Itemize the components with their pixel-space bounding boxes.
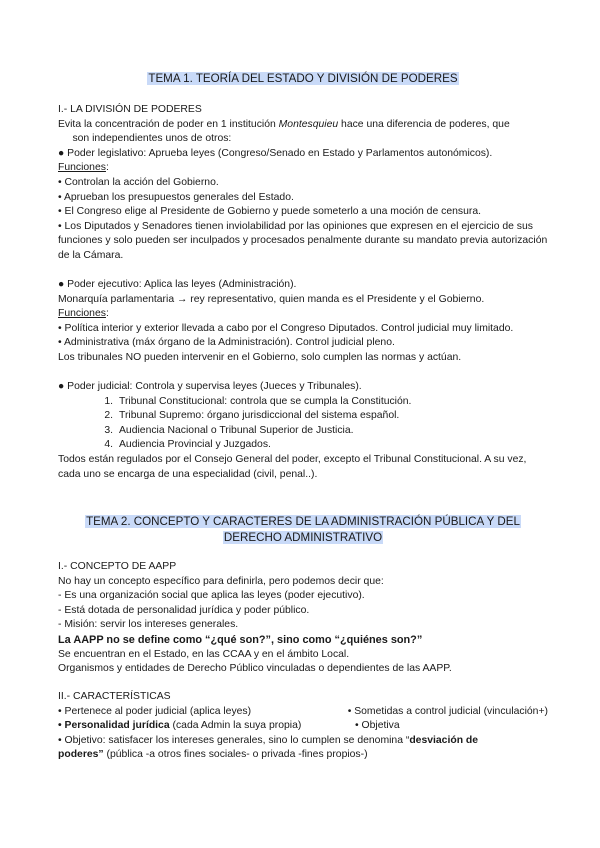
- tema2-title-line-2: [58, 530, 548, 546]
- organismos-line: Organismos y entidades de Derecho Público vinculadas o dependientes de las AAPP.: [58, 663, 452, 675]
- objetivo-text-a: • Objetivo: satisfacer los intereses generales, sino lo cumplen se denomina “: [58, 734, 410, 746]
- section-heading-caracteristicas: II.- CARACTERÍSTICAS: [58, 691, 171, 702]
- caracteristicas-block: [58, 690, 548, 763]
- leg-item: • Aprueban los presupuestos generales del Estado.: [58, 191, 294, 203]
- list-number: 1.: [104, 395, 113, 407]
- leg-item: • Los Diputados y Senadores tienen inviolabilidad por las opiniones que expresen en el ejercicio de sus funciones y solo pueden ser inculpados y procesados penalmente durante su mandato previa autorización de la Cámara.: [58, 220, 548, 261]
- list-text: Tribunal Constitucional: controla que se cumpla la Constitución.: [119, 395, 412, 407]
- leg-item: • El Congreso elige al Presidente de Gobierno y puede someterlo a una moción de censura.: [58, 206, 481, 218]
- caracteristica-item: • Objetiva: [355, 720, 400, 732]
- judicial-list-item: [91, 395, 548, 410]
- list-number: 3.: [104, 424, 113, 436]
- monarquia-line: Monarquía parlamentaria → rey representativo, quien manda es el Presidente y el Gobierno.: [58, 293, 485, 305]
- funciones-label-text: Funciones: [58, 308, 106, 320]
- intro-text-c: son independientes unos de otros:: [72, 133, 232, 145]
- ej-item: • Política interior y exterior llevada a cabo por el Congreso Diputados. Control judicial muy limitado.: [58, 322, 514, 334]
- tema2-title-line2-text: DERECHO ADMINISTRATIVO: [223, 530, 383, 544]
- list-number: 2.: [104, 410, 113, 422]
- ej-item: • Administrativa (máx órgano de la Administración). Control judicial pleno.: [58, 337, 395, 349]
- funciones-colon: :: [105, 162, 109, 174]
- caracteristica-bold: • Personalidad jurídica: [58, 720, 170, 732]
- intro-line-1: [58, 118, 548, 133]
- bold-statement: La AAPP no se define como “¿qué son?”, sino como “¿quiénes son?”: [58, 633, 423, 646]
- section-heading-division: I.- LA DIVISIÓN DE PODERES: [58, 104, 202, 115]
- concepto-item: - Está dotada de personalidad jurídica y poder público.: [58, 604, 310, 616]
- tema2-title-line-1: [58, 514, 548, 530]
- tribunales-note: Los tribunales NO pueden intervenir en el Gobierno, solo cumplen las normas y actúan.: [58, 351, 462, 363]
- cgpj-note: Todos están regulados por el Consejo General del poder, excepto el Tribunal Constitucional. A su vez, cada uno se encarga de una especialidad (civil, penal..).: [58, 453, 527, 480]
- encuentran-line: Se encuentran en el Estado, en las CCAA y en el ámbito Local.: [58, 648, 350, 660]
- intro-text-a: Evita la concentración de poder en 1 institución: [58, 118, 279, 130]
- tema1-body: [58, 103, 548, 264]
- objetivo-text-b: (pública -a otros fines sociales- o privada -fines propios-): [103, 749, 368, 761]
- intro-author: Montesquieu: [278, 118, 339, 130]
- objetivo-bold-1: desviación de: [409, 734, 479, 746]
- caracteristica-item: [58, 719, 355, 734]
- tema1-title: [58, 71, 548, 86]
- caracteristica-item: • Sometidas a control judicial (vinculación+): [347, 705, 548, 717]
- concepto-item: - Es una organización social que aplica las leyes (poder ejecutivo).: [58, 590, 365, 602]
- caracteristicas-row-1: [58, 705, 548, 720]
- caracteristica-rest: (cada Admin la suya propia): [169, 720, 302, 732]
- list-number: 4.: [104, 439, 113, 451]
- concepto-item: - Misión: servir los intereses generales.: [58, 619, 239, 631]
- ejecutivo-block: [58, 278, 548, 366]
- funciones-label-text: Funciones: [58, 162, 106, 174]
- caracteristicas-row-2: [58, 719, 548, 734]
- list-text: Tribunal Supremo: órgano jurisdiccional del sistema español.: [119, 410, 400, 422]
- judicial-list-item: [91, 424, 548, 439]
- objetivo-bold-2: poderes”: [58, 749, 104, 761]
- objetivo-line-2: [58, 748, 548, 763]
- tema2-title-line1-text: TEMA 2. CONCEPTO Y CARACTERES DE LA ADMINISTRACIÓN PÚBLICA Y DEL: [86, 515, 520, 528]
- concepto-intro: No hay un concepto específico para definirla, pero podemos decir que:: [58, 575, 384, 587]
- funciones-colon: :: [105, 308, 109, 320]
- judicial-list-item: [91, 409, 548, 424]
- ejecutivo-line: ● Poder ejecutivo: Aplica las leyes (Administración).: [58, 279, 297, 290]
- judicial-list: [58, 395, 548, 453]
- funciones-label-ej: [58, 307, 548, 322]
- judicial-block: [58, 380, 548, 482]
- tema2-title: [58, 514, 548, 545]
- caracteristica-item: • Pertenece al poder judicial (aplica leyes): [58, 705, 252, 717]
- list-text: Audiencia Nacional o Tribunal Superior de Justicia.: [119, 424, 354, 436]
- intro-line-2: [58, 132, 548, 147]
- funciones-label-leg: [58, 161, 548, 176]
- tema1-title-text: TEMA 1. TEORÍA DEL ESTADO Y DIVISIÓN DE PODERES: [148, 72, 458, 85]
- concepto-block: [58, 560, 548, 677]
- objetivo-line-1: [58, 734, 548, 749]
- section-heading-concepto: I.- CONCEPTO DE AAPP: [58, 561, 177, 572]
- judicial-line: ● Poder judicial: Controla y supervisa leyes (Jueces y Tribunales).: [58, 381, 362, 392]
- leg-item: • Controlan la acción del Gobierno.: [58, 176, 219, 188]
- list-text: Audiencia Provincial y Juzgados.: [119, 439, 271, 451]
- judicial-list-item: [91, 438, 548, 453]
- legislativo-line: ● Poder legislativo: Aprueba leyes (Congreso/Senado en Estado y Parlamentos autonómicos).: [58, 147, 493, 159]
- intro-text-b: hace una diferencia de poderes, que: [338, 118, 510, 130]
